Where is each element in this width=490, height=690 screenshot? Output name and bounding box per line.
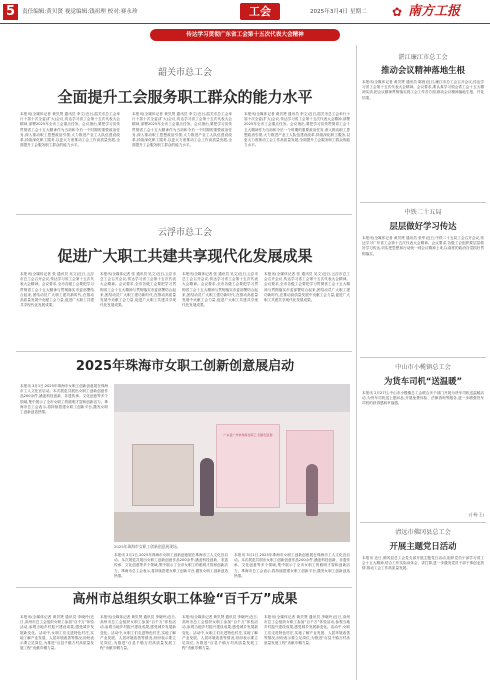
article-title: 为货车司机“送温暖” bbox=[383, 376, 462, 386]
article-title: 促进广大职工共建共享现代化发展成果 bbox=[57, 247, 313, 265]
section-divider bbox=[360, 202, 486, 203]
article-signature: (小杨 王) bbox=[468, 512, 484, 517]
article-body: 本报讯 3月1日,2025年珠海市女职工创新创意展在珠海市工人文化宫启动。本次展览共展出女职工创新创意作品200余件,涵盖科技创新、非遗传承、文化创意等多个领域,集中展示了全市女职工的聪明才智和创新活力。珠海市总工会表示,将持续搭建女职工创新平台,激发女职工创新创造热情。 bbox=[234, 553, 350, 578]
photo-caption: 2025年珠海市女职工创新创意展现场。 bbox=[114, 544, 181, 549]
article-kicker: 中铁二十五局 bbox=[404, 209, 442, 216]
page-number: 5 bbox=[3, 4, 18, 20]
brand-swoosh-icon: ✿ bbox=[392, 5, 403, 19]
article-body: 本报讯(全媒体记者 黄贝贤 通讯员 李文)近日,韶关市总工会举行十届十次全委(扩大)会议,传达学习省工会第十五次代表大会精神,部署2025年全市工会重点任务。会议指出,要把学习宣传贯彻省工会十五大精神作为当前和今后一个时期的重要政治任务,深入推动职工思想政治引领,大力推进产业工人队伍建设改革,持续深化职工服务,以更大力度推动工会工作高质量发展,全面提升工会服务职工群众的能力水平。 bbox=[244, 112, 350, 148]
article-kicker: 湛江廉江市总工会 bbox=[398, 54, 448, 61]
article-body: 本报讯 3月1日,2025年珠海市女职工创新创意展在珠海市工人文化宫启动。本次展览共展出女职工创新创意作品200余件,涵盖科技创新、非遗传承、文化创意等多个领域,集中展示了全市女职工的聪明才智和创新活力。珠海市总工会表示,将持续搭建女职工创新平台,激发女职工创新创造热情。 bbox=[20, 384, 108, 415]
section-label: 工会 bbox=[240, 3, 280, 20]
article-body: 本报讯(全媒体记者 黄贝贤 通讯员 张军)近日,中铁二十五局工会召开会议,传达学习广东省工会第十五次代表大会精神。会议要求,各级工会组织要层层做好学习传达,切实把思想和行动统一到会议精神上来,以高度的政治自觉抓好贯彻落实。 bbox=[362, 236, 484, 256]
article-body: 本报讯(全媒体记者 黄贝贤 通讯员 李晓玲)近日,高州市总工会组织女职工参加“百千万”体验活动,参观当地乡村振兴建设成果,感受城乡发展新变化。活动中,女职工们走进特色村庄,实地了解产业发展、人居环境改善等情况,纷纷表示要立足岗位,为推进“百县千镇万村高质量发展工程”贡献巾帼力量。 bbox=[264, 615, 350, 646]
article-title: 推动会议精神落地生根 bbox=[381, 65, 465, 75]
article-body: 本报讯 3月1日,2025年珠海市女职工创新创意展在珠海市工人文化宫启动。本次展览共展出女职工创新创意作品200余件,涵盖科技创新、非遗传承、文化创意等多个领域,集中展示了全市女职工的聪明才智和创新活力。珠海市总工会表示,将持续搭建女职工创新平台,激发女职工创新创造热情。 bbox=[114, 553, 228, 578]
article-title: 2025年珠海市女职工创新创意展启动 bbox=[75, 359, 295, 374]
photo-exhibit-case bbox=[132, 444, 194, 506]
photo-visitor bbox=[306, 464, 318, 516]
photo-visitor bbox=[200, 458, 214, 516]
article-body: 本报讯(全媒体记者 张 通讯员 吴文)近日,云浮市总工会召开会议,传达学习省工会第十五次代表大会精神。会议要求,全市各级工会要把学习贯彻省工会十五大精神与贯彻落实市委部署结合起来,团结动员广大职工建功新时代,在推动高质量发展中贡献工会力量,促进广大职工共建共享现代化发展成果。 bbox=[264, 272, 350, 303]
article-kicker: 清远市佛冈县总工会 bbox=[395, 529, 451, 536]
date-line: 2025年3月4日 星期二 bbox=[310, 9, 367, 15]
article-body: 本报讯(全媒体记者 黄贝贤 通讯员 李文)近日,韶关市总工会举行十届十次全委(扩大)会议,传达学习省工会第十五次代表大会精神,部署2025年全市工会重点任务。会议指出,要把学习宣传贯彻省工会十五大精神作为当前和今后一个时期的重要政治任务,深入推动职工思想政治引领,大力推进产业工人队伍建设改革,持续深化职工服务,以更大力度推动工会工作高质量发展,全面提升工会服务职工群众的能力水平。 bbox=[132, 112, 232, 148]
article-body: 本报讯(全媒体记者 黄贝贤 通讯员 李晓玲)近日,高州市总工会组织女职工参加“百千万”体验活动,参观当地乡村振兴建设成果,感受城乡发展新变化。活动中,女职工们走进特色村庄,实地了解产业发展、人居环境改善等情况,纷纷表示要立足岗位,为推进“百县千镇万村高质量发展工程”贡献巾帼力量。 bbox=[20, 615, 94, 651]
section-divider bbox=[16, 351, 352, 352]
banner-text: 传达学习贯彻广东省工会第十五次代表大会精神 bbox=[186, 32, 304, 38]
article-body: 本报讯(全媒体记者 黄贝贤 通讯员 李晓玲)近日,高州市总工会组织女职工参加“百千万”体验活动,参观当地乡村振兴建设成果,感受城乡发展新变化。活动中,女职工们走进特色村庄,实地了解产业发展、人居环境改善等情况,纷纷表示要立足岗位,为推进“百县千镇万村高质量发展工程”贡献巾帼力量。 bbox=[100, 615, 176, 651]
photo-panel-sign: 广东省广州市珠海女职工 创新创意展 bbox=[223, 433, 273, 437]
article-body: 本报讯 近日,佛冈县总工会党支部开展主题党日活动,组织党员干部学习省工会十五大精神,结合工作实际谈体会、讲打算,进一步激发党员干部干事创业热情,推动工会工作高质量发展。 bbox=[362, 556, 484, 571]
masthead bbox=[0, 0, 490, 24]
article-body: 本报讯(全媒体记者 张 通讯员 吴文)近日,云浮市总工会召开会议,传达学习省工会第十五次代表大会精神。会议要求,全市各级工会要把学习贯彻省工会十五大精神与贯彻落实市委部署结合起来,团结动员广大职工建功新时代,在推动高质量发展中贡献工会力量,促进广大职工共建共享现代化发展成果。 bbox=[182, 272, 258, 308]
article-body: 本报讯(全媒体记者 黄贝贤 通讯员 李文)近日,韶关市总工会举行十届十次全委(扩大)会议,传达学习省工会第十五次代表大会精神,部署2025年全市工会重点任务。会议指出,要把学习宣传贯彻省工会十五大精神作为当前和今后一个时期的重要政治任务,深入推动职工思想政治引领,大力推进产业工人队伍建设改革,持续深化职工服务,以更大力度推动工会工作高质量发展,全面提升工会服务职工群众的能力水平。 bbox=[20, 112, 120, 148]
section-divider bbox=[16, 587, 352, 588]
editor-line: 责任编辑:黄贝贤 视觉编辑:钱祖理 校对:赛永珍 bbox=[22, 9, 138, 15]
section-divider bbox=[360, 357, 486, 358]
column-divider bbox=[356, 45, 357, 680]
article-body: 本报讯 2月27日,中山市小榄镇总工会联合多个部门开展为货车司机送温暖活动,为货车司机送上慰问品,开展免费体检、法律咨询等服务,进一步增强货车司机的获得感和幸福感。 bbox=[362, 391, 484, 406]
section-divider bbox=[16, 214, 352, 215]
article-body: 本报讯(全媒体记者 张 通讯员 吴文)近日,云浮市总工会召开会议,传达学习省工会第十五次代表大会精神。会议要求,全市各级工会要把学习贯彻省工会十五大精神与贯彻落实市委部署结合起来,团结动员广大职工建功新时代,在推动高质量发展中贡献工会力量,促进广大职工共建共享现代化发展成果。 bbox=[20, 272, 94, 308]
photo-display-panel bbox=[216, 424, 280, 508]
article-kicker: 中山市小榄镇总工会 bbox=[395, 364, 451, 371]
article-title: 层层做好学习传达 bbox=[389, 221, 457, 231]
masthead-rule bbox=[0, 23, 490, 24]
article-title: 开展主题党日活动 bbox=[389, 541, 457, 551]
article-title: 高州市总组织女职工体验“百千万”成果 bbox=[72, 592, 298, 607]
photo-ceiling bbox=[114, 384, 350, 412]
brand-logo bbox=[392, 3, 484, 21]
section-divider bbox=[360, 522, 486, 523]
banner bbox=[150, 29, 340, 41]
article-kicker: 云浮市总工会 bbox=[157, 228, 212, 238]
article-photo bbox=[114, 384, 350, 542]
article-body: 本报讯(全媒体记者 张 通讯员 吴文)近日,云浮市总工会召开会议,传达学习省工会第十五次代表大会精神。会议要求,全市各级工会要把学习贯彻省工会十五大精神与贯彻落实市委部署结合起来,团结动员广大职工建功新时代,在推动高质量发展中贡献工会力量,促进广大职工共建共享现代化发展成果。 bbox=[100, 272, 176, 308]
article-body: 本报讯(全媒体记者 黄贝贤 通讯员 李晓玲)近日,高州市总工会组织女职工参加“百千万”体验活动,参观当地乡村振兴建设成果,感受城乡发展新变化。活动中,女职工们走进特色村庄,实地了解产业发展、人居环境改善等情况,纷纷表示要立足岗位,为推进“百县千镇万村高质量发展工程”贡献巾帼力量。 bbox=[182, 615, 258, 651]
brand-name: 南方工报 bbox=[408, 4, 461, 19]
photo-floor bbox=[114, 512, 350, 542]
article-title: 全面提升工会服务职工群众的能力水平 bbox=[57, 88, 313, 106]
article-kicker: 韶关市总工会 bbox=[157, 68, 212, 78]
article-body: 本报讯(全媒体记者 黄贝贤 通讯员 陈茵)近日,廉江市总工会召开会议,传达学习省工会第十五次代表大会精神。会议要求,要认真学习领会省工会十五大精神实质,把会议精神贯彻落实到工会工作各方面,推动会议精神落地生根、开花结果。 bbox=[362, 80, 484, 100]
